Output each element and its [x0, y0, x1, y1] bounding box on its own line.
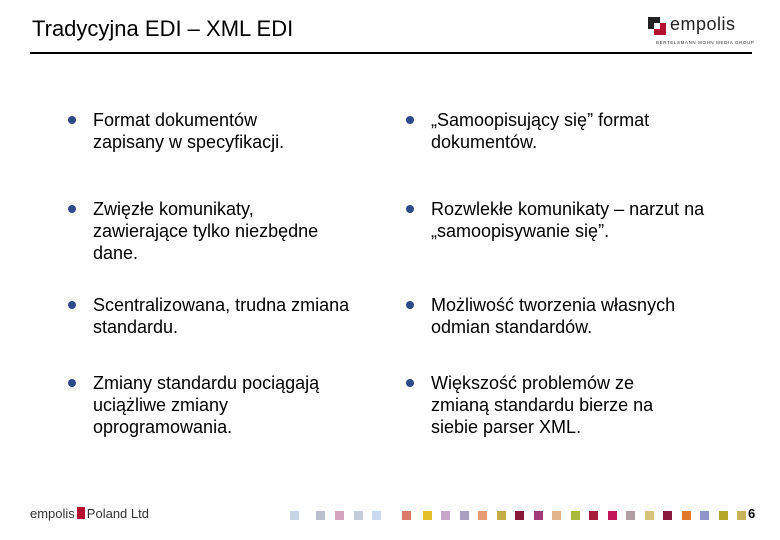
- decorative-square: [682, 511, 691, 520]
- decorative-square: [663, 511, 672, 520]
- decorative-square: [737, 511, 746, 520]
- footer-logo: [30, 506, 149, 521]
- decorative-square: [589, 511, 598, 520]
- decorative-square: [497, 511, 506, 520]
- right-item-text: Rozwlekłe komunikaty – narzut na „samoopisywanie się”.: [431, 199, 705, 241]
- decorative-square: [552, 511, 561, 520]
- title-underline: [30, 52, 752, 54]
- left-item-text: Zmiany standardu pociągają uciążliwe zmiany oprogramowania.: [93, 373, 320, 437]
- bullet-icon: [406, 379, 414, 387]
- bullet-icon: [68, 116, 76, 124]
- decorative-square: [460, 511, 469, 520]
- footer-logo-square-icon: [77, 507, 85, 519]
- decorative-square: [534, 511, 543, 520]
- decorative-square: [441, 511, 450, 520]
- left-item-text: Zwięzłe komunikaty, zawierające tylko niezbędne dane.: [93, 199, 319, 263]
- decorative-square: [645, 511, 654, 520]
- decorative-square: [626, 511, 635, 520]
- page-number: 6: [748, 506, 756, 521]
- bullet-icon: [406, 301, 414, 309]
- bullet-icon: [406, 205, 414, 213]
- left-item-text: Format dokumentów zapisany w specyfikacji.: [93, 110, 285, 152]
- decorative-square: [478, 511, 487, 520]
- decorative-square: [423, 511, 432, 520]
- decorative-square: [719, 511, 728, 520]
- decorative-square: [335, 511, 344, 520]
- bullet-icon: [406, 116, 414, 124]
- decorative-square: [700, 511, 709, 520]
- empolis-logo-mark-icon: [648, 17, 666, 35]
- decorative-square: [372, 511, 381, 520]
- right-item-text: Możliwość tworzenia własnych odmian standardów.: [431, 295, 676, 337]
- logo-brand-text: empolis: [670, 14, 736, 34]
- empolis-logo: [648, 15, 758, 49]
- bullet-icon: [68, 301, 76, 309]
- slide-title: Tradycyjna EDI – XML EDI: [32, 16, 294, 41]
- decorative-square: [515, 511, 524, 520]
- decorative-square: [608, 511, 617, 520]
- decorative-square: [402, 511, 411, 520]
- decorative-square: [354, 511, 363, 520]
- right-item-text: Większość problemów ze zmianą standardu bierze na siebie parser XML.: [431, 373, 654, 437]
- bullet-icon: [68, 205, 76, 213]
- right-item-text: „Samoopisujący się” format dokumentów.: [431, 110, 650, 152]
- footer-brand: empolis: [30, 506, 75, 521]
- decorative-square: [290, 511, 299, 520]
- decorative-square: [316, 511, 325, 520]
- logo-subtitle: BERTELSMANN MOHN MEDIA GROUP: [656, 40, 755, 45]
- decorative-square: [571, 511, 580, 520]
- footer-company: Poland Ltd: [86, 506, 149, 521]
- bullet-icon: [68, 379, 76, 387]
- left-item-text: Scentralizowana, trudna zmiana standardu.: [93, 295, 350, 337]
